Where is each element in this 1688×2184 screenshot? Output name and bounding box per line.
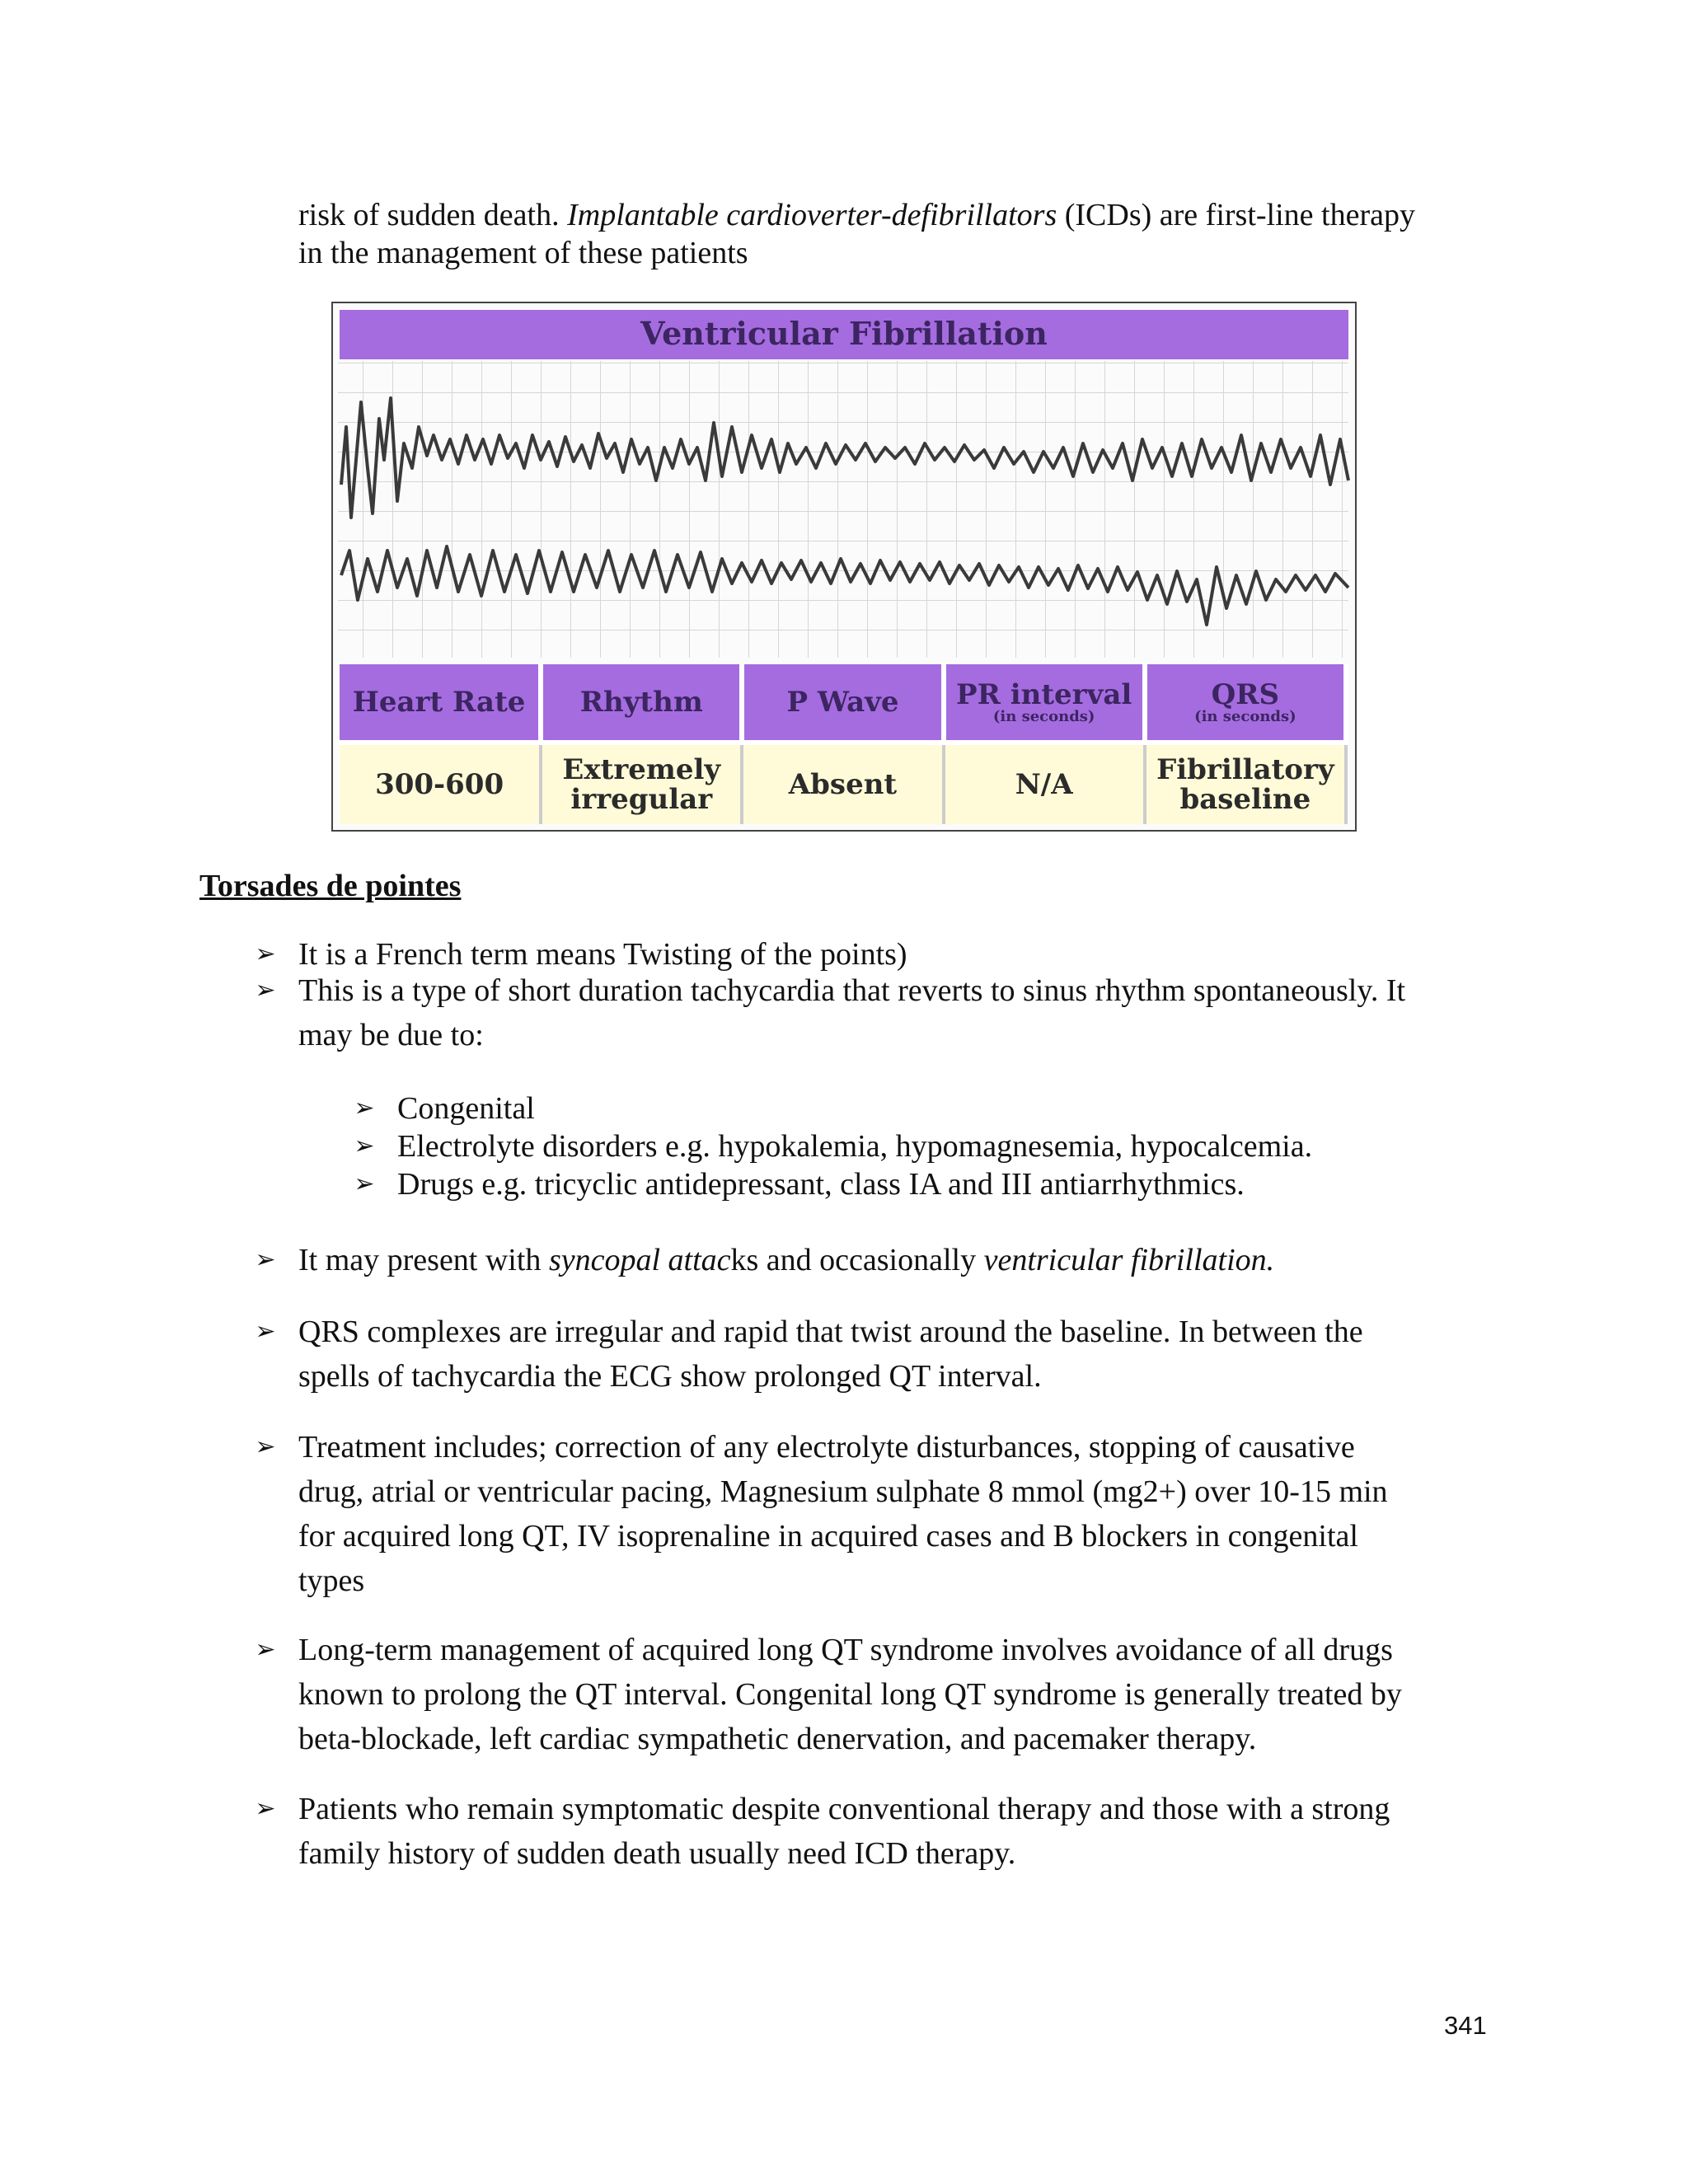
table-header-cell: Rhythm [541, 664, 742, 743]
list-item: ➢ Patients who remain symptomatic despite conventional therapy and those with a strong family history of sudden death usually need ICD therapy. [298, 1787, 1518, 1876]
sub-list-item: ➢ Electrolyte disorders e.g. hypokalemia, hypomagnesemia, hypocalcemia. [397, 1127, 1518, 1165]
page-number: 341 [1444, 2011, 1487, 2040]
list-item: ➢ QRS complexes are irregular and rapid that twist around the baseline. In between the spells of tachycardia the ECG show prolonged QT interval. [298, 1310, 1518, 1399]
arrow-bullet-icon: ➢ [255, 1794, 276, 1823]
arrow-bullet-icon: ➢ [255, 1317, 276, 1346]
table-header-row [340, 664, 1346, 743]
table-header-cell: QRS (in seconds) [1145, 664, 1346, 743]
table-header-cell: P Wave [742, 664, 943, 743]
arrow-bullet-icon: ➢ [255, 940, 276, 968]
arrow-bullet-icon: ➢ [354, 1132, 375, 1160]
arrow-bullet-icon: ➢ [255, 1432, 276, 1461]
list-item: ➢ It may present with syncopal attacks and occasionally ventricular fibrillation. [298, 1238, 1518, 1282]
table-header-cell: Heart Rate [340, 664, 541, 743]
intro-paragraph [298, 196, 1502, 272]
arrow-bullet-icon: ➢ [255, 1245, 276, 1274]
icd-term: Implantable cardioverter-defibrillators [567, 198, 1057, 232]
table-cell: Extremely irregular [541, 743, 742, 824]
arrow-bullet-icon: ➢ [255, 976, 276, 1005]
ecg-grid [338, 361, 1348, 658]
figure-title: Ventricular Fibrillation [640, 315, 1048, 352]
table-cell: N/A [944, 743, 1145, 824]
table-header-cell: PR interval (in seconds) [944, 664, 1145, 743]
table-row [340, 743, 1346, 824]
vf-ecg-figure [331, 302, 1357, 832]
arrow-bullet-icon: ➢ [255, 1635, 276, 1664]
list-item: ➢ This is a type of short duration tachycardia that reverts to sinus rhythm spontaneously. It may be due to: [298, 968, 1518, 1057]
list-item: ➢ Treatment includes; correction of any electrolyte disturbances, stopping of causative drug, atrial or ventricular pacing, Magnesium sulphate 8 mmol (mg2+) over 10-15 min for acquired long QT, IV isoprenaline in acquired cases and B blockers in congenital types [298, 1425, 1518, 1603]
intro-line-2: in the management of these patients [298, 236, 748, 270]
section-heading: Torsades de pointes [199, 869, 462, 903]
intro-line-1: risk of sudden death. Implantable cardioverter-defibrillators (ICDs) are first-line therapy [298, 198, 1415, 232]
sub-list-item: ➢ Congenital [397, 1090, 1518, 1127]
arrow-bullet-icon: ➢ [354, 1094, 375, 1122]
vf-parameters-table [340, 664, 1348, 824]
sub-list-item: ➢ Drugs e.g. tricyclic antidepressant, class IA and III antiarrhythmics. [397, 1165, 1518, 1203]
table-cell: 300-600 [340, 743, 541, 824]
list-item: ➢ Long-term management of acquired long QT syndrome involves avoidance of all drugs known to prolong the QT interval. Congenital long QT syndrome is generally treated by beta-blockade, left cardiac sympathetic denervation, and pacemaker therapy. [298, 1628, 1518, 1761]
table-cell: Absent [742, 743, 943, 824]
list-item: ➢ It is a French term means Twisting of the points) [298, 935, 1518, 973]
arrow-bullet-icon: ➢ [354, 1169, 375, 1198]
table-cell: Fibrillatory baseline [1145, 743, 1346, 824]
